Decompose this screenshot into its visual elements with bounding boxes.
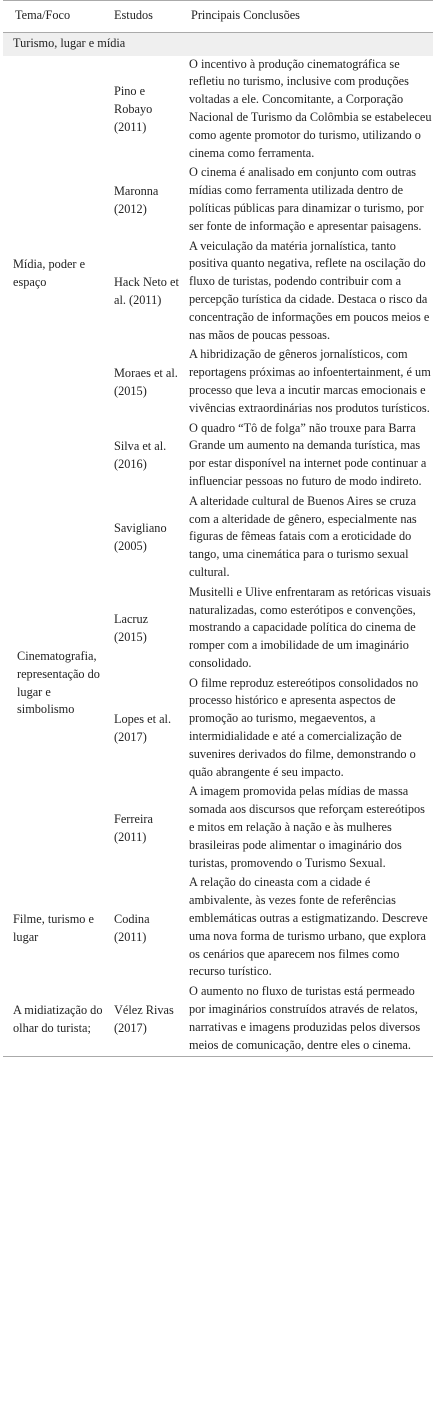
- section-row: [3, 32, 433, 55]
- study-cell: Codina (2011): [114, 912, 150, 944]
- conclusion-cell: A imagem promovida pelas mídias de massa somada aos discursos que reforçam estereótipos e mitos em relação à nação e às mulheres brasileiras pode alimentar o imaginário dos turistas, promovendo o Turismo Sexual.: [189, 784, 425, 870]
- study-cell: Moraes et al. (2015): [114, 366, 178, 398]
- table-row: [3, 493, 433, 584]
- conclusion-cell: O incentivo à produção cinematográfica se refletiu no turismo, inclusive com produções voltadas a ele. Concomitante, a Corporação Nacional de Turismo da Colômbia se estabeleceu como agente promotor do turismo, utilizando o cinema como ferramenta.: [189, 56, 432, 160]
- conclusion-cell: O cinema é analisado em conjunto com outras mídias como ferramenta utilizada dentro de políticas públicas para dinamizar o turismo, por ser fonte de informação e apresentar paisagens.: [189, 165, 424, 233]
- focus-cell: Cinematografia, representação do lugar e simbolismo: [17, 648, 100, 717]
- conclusion-cell: A relação do cineasta com a cidade é ambivalente, às vezes fonte de referências emblemáticas outras a estigmatizando. Descreve uma nova forma de turismo urbano, que explora os cenários que aparecem nos filmes como recurso turístico.: [189, 875, 428, 979]
- conclusion-cell: A veiculação da matéria jornalística, tanto positiva quanto negativa, reflete na oscilação do fluxo de turistas, podendo contribuir com a percepção turística da cidade. Destaca o risco da concentração de informações em poucos meios e nas mãos de poucas pessoas.: [189, 238, 430, 342]
- study-cell: Savigliano (2005): [114, 521, 167, 554]
- study-cell: Silva et al. (2016): [114, 439, 167, 472]
- conclusion-cell: O aumento no fluxo de turistas está permeado por imaginários construídos através de relatos, narrativas e imagens produzidas pelos diversos meios de comunicação, dentre eles o cinema.: [181, 983, 433, 1057]
- study-cell: Maronna (2012): [114, 184, 159, 216]
- header-conclusions: Principais Conclusões: [181, 1, 433, 33]
- focus-cell: Filme, turismo e lugar: [13, 912, 94, 944]
- focus-cell: A midiatização do olhar do turista;: [3, 983, 104, 1057]
- study-cell: Pino e Robayo (2011): [114, 84, 153, 134]
- study-cell: Lopes et al. (2017): [114, 712, 172, 745]
- study-cell: Vélez Rivas (2017): [104, 983, 181, 1057]
- conclusion-cell: A hibridização de gêneros jornalísticos, com reportagens próximas ao infoentertainment, é um processo que leva a incutir marcas emocionais e vivências extraordinárias nos produtos turísticos.: [189, 347, 431, 415]
- conclusion-cell: O quadro “Tô de folga” não trouxe para Barra Grande um aumento na demanda turística, mas por estar disponível na internet pode continuar a influenciar pessoas no futuro de modo indireto.: [189, 420, 427, 488]
- header-studies: Estudos: [104, 1, 181, 33]
- header-row: [3, 1, 433, 33]
- study-cell: Hack Neto et al. (2011): [114, 275, 179, 307]
- table-row: [3, 56, 433, 165]
- table-row: [3, 983, 433, 1057]
- conclusion-cell: Musitelli e Ulive enfrentaram as retóricas visuais naturalizadas, como esterótipos e convenções, mostrando a capacidade política do cinema de romper com a imobilidade de um imaginário consolidado.: [189, 584, 431, 670]
- conclusion-cell: A alteridade cultural de Buenos Aires se cruza com a alteridade de gênero, especialmente nas figuras de fêmeas fatais com a eroticidade do tango, uma cinemática para o turismo sexual cultural.: [189, 493, 417, 579]
- header-focus: Tema/Foco: [3, 1, 104, 33]
- study-cell: Lacruz (2015): [114, 612, 149, 645]
- study-cell: Ferreira (2011): [114, 812, 153, 844]
- conclusion-cell: O filme reproduz estereótipos consolidados no processo histórico e apresenta aspectos de promoção ao turismo, megaeventos, a intermidialidade e até a comercialização de suvenires derivados do filme, demonstrando o quão abrangente é seu impacto.: [189, 675, 419, 779]
- focus-cell: Mídia, poder e espaço: [13, 257, 86, 290]
- table-row: [3, 874, 433, 983]
- studies-table: [3, 0, 433, 1057]
- section-title: Turismo, lugar e mídia: [3, 32, 433, 55]
